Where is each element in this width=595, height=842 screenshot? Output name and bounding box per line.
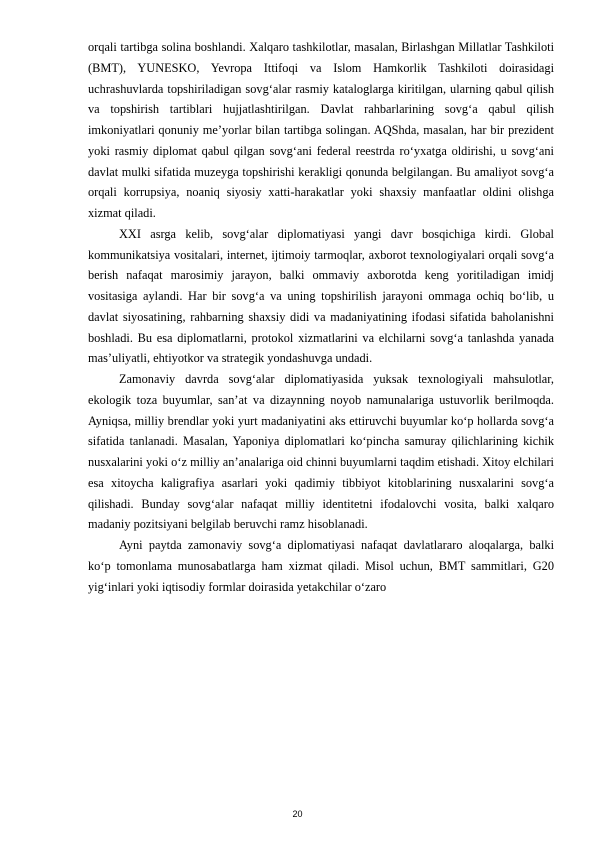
paragraph-modern-gifts: Zamonaviy davrda sovg‘alar diplomatiyasida yuksak texnologiyali mahsulotlar, ekologik toza buyumlar, san’at va dizaynning noyob namunalariga ustuvorlik berilmoqda. Ayniqsa, milliy brendlar yoki yurt madaniyatini aks ettiruvchi buyumlar ko‘p hollarda sovg‘a sifatida tanlanadi. Masalan, Yaponiya diplomatlari ko‘pincha samuray qilichlarining kichik nusxalarini yoki o‘z milliy an’analariga oid chinni buyumlarni taqdim etishadi. Xitoy elchilari esa xitoycha kaligrafiya asarlari yoki qadimiy tibbiyot kitoblarining nusxalarini sovg‘a qilishadi. Bunday sovg‘alar nafaqat milliy identitetni ifodalovchi vosita, balki xalqaro madaniy pozitsiyani belgilab beruvchi ramz hisoblanadi. (88, 372, 554, 532)
page-number: 20 (292, 809, 303, 819)
body-text (88, 37, 554, 597)
paragraph-continuation: orqali tartibga solina boshlandi. Xalqaro tashkilotlar, masalan, Birlashgan Millatlar Tashkiloti (BMT), YUNESKO, Yevropa Ittifoqi va Islom Hamkorlik Tashkiloti doirasidagi uchrashuvlarda topshiriladigan sovg‘alar rasmiy kataloglarga kiritilgan, ularning qabul qilish va topshirish tartiblari hujjatlashtirilgan. Davlat rahbarlarining sovg‘a qabul qilish imkoniyatlari qonuniy me’yorlar bilan tartibga solingan. AQShda, masalan, har bir prezident yoki rasmiy diplomat qabul qilgan sovg‘ani federal reestrda ro‘yxatga oldirishi, u sovg‘ani davlat mulki sifatida muzeyga topshirishi kerakligi qonunda belgilangan. Bu amaliyot sovg‘a orqali korrupsiya, noaniq siyosiy xatti-harakatlar yoki shaxsiy manfaatlar oldini olishga xizmat qiladi. (88, 40, 554, 220)
paragraph-xxi-century: XXI asrga kelib, sovg‘alar diplomatiyasi yangi davr bosqichiga kirdi. Global kommunikatsiya vositalari, internet, ijtimoiy tarmoqlar, axborot texnologiyalari orqali sovg‘a berish nafaqat marosimiy jarayon, balki ommaviy axborotda keng yoritiladigan imidj vositasiga aylandi. Har bir sovg‘a va uning topshirilish jarayoni ommaga ochiq bo‘lib, u davlat siyosatining, rahbarning shaxsiy didi va madaniyatining ifodasi sifatida baholanishni boshladi. Bu esa diplomatlarni, protokol xizmatlarini va elchilarni sovg‘a tanlashda yanada mas’uliyatli, ehtiyotkor va strategik yondashuvga undadi. (88, 226, 554, 366)
paragraph-multilateral: Ayni paytda zamonaviy sovg‘a diplomatiyasi nafaqat davlatlararo aloqalarga, balki ko‘p tomonlama munosabatlarga ham xizmat qiladi. Misol uchun, BMT sammitlari, G20 yig‘inlari yoki iqtisodiy formlar doirasida yetakchilar o‘zaro (88, 538, 554, 594)
